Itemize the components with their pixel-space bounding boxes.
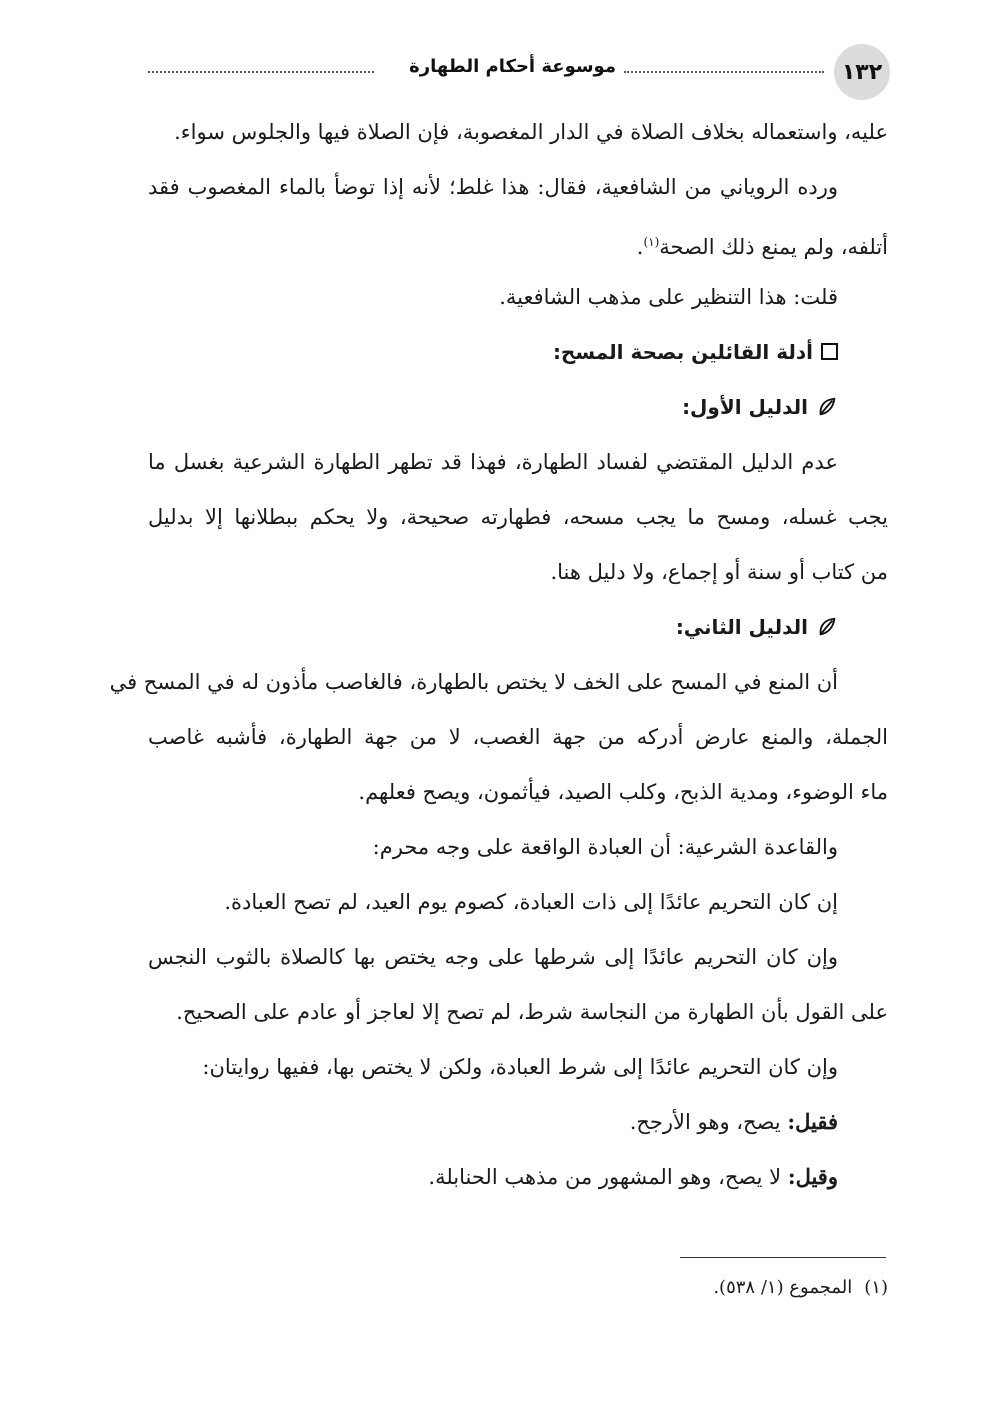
text-line: والقاعدة الشرعية: أن العبادة الواقعة على وجه محرم: (372, 835, 838, 859)
footnote-number: (١) (864, 1277, 888, 1298)
bold-lead: فقيل: (787, 1109, 838, 1134)
line-text: يصح، وهو الأرجح. (629, 1110, 781, 1134)
text-line: وإن كان التحريم عائدًا إلى شرط العبادة، ولكن لا يختص بها، ففيها روايتان: (202, 1055, 838, 1079)
section-heading-text: أدلة القائلين بصحة المسح: (552, 340, 813, 364)
leaf-icon (816, 616, 838, 638)
text-line: ورده الروياني من الشافعية، فقال: هذا غلط؛ لأنه إذا توضأ بالماء المغصوب فقد (148, 175, 838, 199)
footnote-marker[interactable]: (١) (643, 235, 660, 249)
leaf-icon (816, 396, 838, 418)
text-line: من كتاب أو سنة أو إجماع، ولا دليل هنا. (550, 560, 888, 584)
text-line (148, 222, 888, 277)
footnote-text: المجموع (١/ ٥٣٨). (713, 1277, 853, 1298)
text-line: على القول بأن الطهارة من النجاسة شرط، لم تصح إلا لعاجز أو عادم على الصحيح. (176, 1000, 888, 1024)
line-text: لا يصح، وهو المشهور من مذهب الحنابلة. (428, 1165, 782, 1189)
section-heading (148, 332, 888, 387)
main-text (109, 112, 888, 1212)
line-text: أتلفه، ولم يمنع ذلك الصحة (659, 235, 888, 259)
header-dotted-rule-left (148, 71, 374, 73)
text-line: ماء الوضوء، ومدية الذبح، وكلب الصيد، فيأثمون، ويصح فعلهم. (358, 780, 888, 804)
bold-lead: وقيل: (787, 1164, 838, 1189)
subsection-heading-text: الدليل الثاني: (675, 615, 808, 639)
text-line: قلت: هذا التنظير على مذهب الشافعية. (499, 285, 838, 309)
text-line (148, 1157, 888, 1212)
running-header (148, 44, 890, 104)
footnote-rule (680, 1257, 886, 1258)
subsection-heading (148, 387, 888, 442)
page-number: ١٣٢ (834, 44, 890, 100)
footnote (713, 1277, 888, 1298)
text-line: عليه، واستعماله بخلاف الصلاة في الدار المغصوبة، فإن الصلاة فيها والجلوس سواء. (174, 120, 888, 144)
text-line: عدم الدليل المقتضي لفساد الطهارة، فهذا قد تطهر الطهارة الشرعية بغسل ما (148, 450, 838, 474)
line-text: . (636, 235, 644, 259)
text-line: وإن كان التحريم عائدًا إلى شرطها على وجه يختص بها كالصلاة بالثوب النجس (148, 945, 838, 969)
text-line: الجملة، والمنع عارض أدركه من جهة الغصب، لا من جهة الطهارة، فأشبه غاصب (148, 725, 888, 749)
text-line: إن كان التحريم عائدًا إلى ذات العبادة، كصوم يوم العيد، لم تصح العبادة. (224, 890, 838, 914)
text-line (148, 1102, 888, 1157)
square-bullet-icon (821, 343, 838, 360)
subsection-heading-text: الدليل الأول: (682, 395, 808, 419)
header-dotted-rule-right (624, 71, 824, 73)
text-line: أن المنع في المسح على الخف لا يختص بالطهارة، فالغاصب مأذون له في المسح في (109, 670, 838, 694)
text-line: يجب غسله، ومسح ما يجب مسحه، فطهارته صحيحة، ولا يحكم ببطلانها إلا بدليل (148, 505, 888, 529)
subsection-heading (148, 607, 888, 662)
header-title: موسوعة أحكام الطهارة (409, 56, 616, 77)
